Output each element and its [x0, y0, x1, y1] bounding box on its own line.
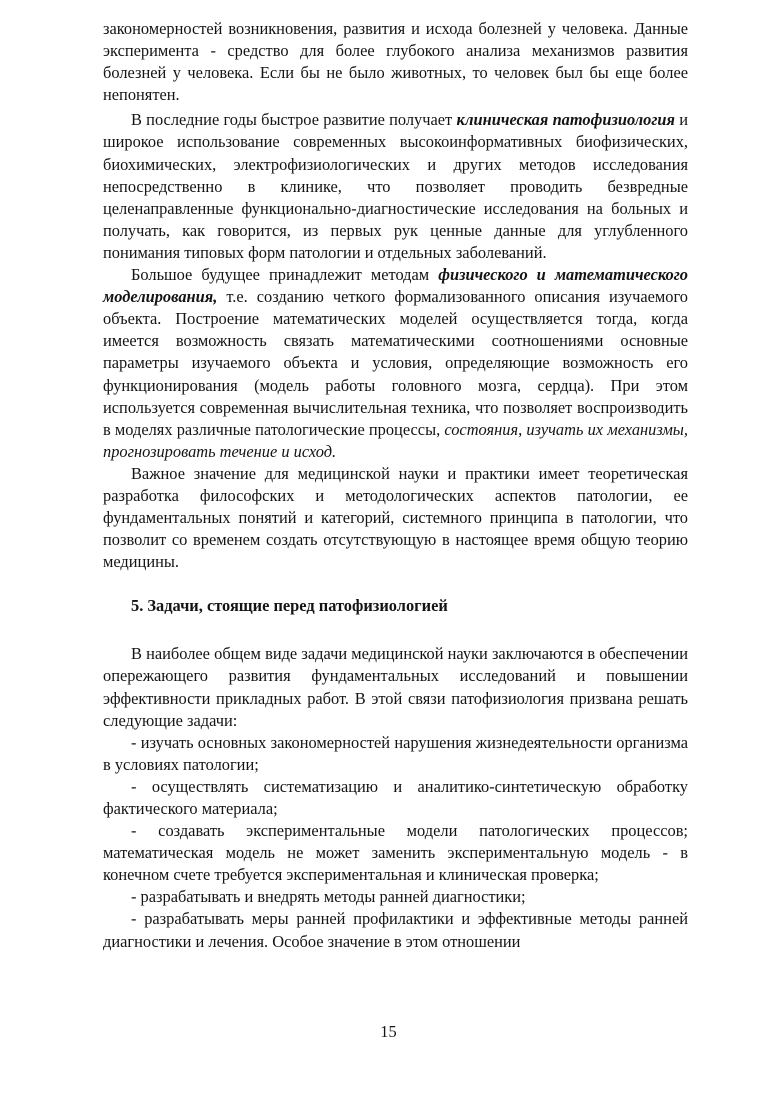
section-heading: 5. Задачи, стоящие перед патофизиологией	[131, 596, 448, 616]
paragraph-continued: закономерностей возникновения, развития и исхода болезней у человека. Данные эксперимента - средство для более глубокого анализа механизмов развития болезней у человека. Если бы не было животных, то человек был бы еще более непонятен.	[103, 19, 688, 105]
task-item: - разрабатывать и внедрять методы ранней диагностики;	[131, 887, 526, 907]
italic-run: состояния, изучать их механизмы, прогнозировать течение и исход.	[103, 419, 688, 461]
text-run: и широкое использование современных высокоинформативных биофизических, биохимических, электрофизиологических и других методов исследования непосредственно в клинике, что позволяет проводить безвредные целенаправленные функционально-диагностические исследования на больных и получать, как говорится, из первых рук ценные данные для углубленного понимания типовых форм патологии и отдельных заболеваний.	[103, 110, 689, 262]
document-page	[103, 18, 688, 953]
text-run: т.е. созданию четкого формализованного описания изучаемого объекта. Построение математических моделей осуществляется тогда, когда имеется возможность связать математическими соотношениями основные параметры изучаемого объекта и условия, определяющие возможность его функционирования (модель работы головного мозга, сердца). При этом используется современная вычислительная техника, что позволяет воспроизводить в моделях различные патологические процессы,	[103, 287, 688, 439]
paragraph-modeling	[103, 264, 688, 463]
task-item: - осуществлять систематизацию и аналитико-синтетическую обработку фактического материала;	[103, 776, 688, 818]
task-item: - создавать экспериментальные модели патологических процессов; математическая модель не может заменить экспериментальную модель - в конечном счете требуется экспериментальная и клиническая проверка;	[103, 821, 688, 885]
task-item: - изучать основных закономерностей нарушения жизнедеятельности организма в условиях патологии;	[103, 732, 688, 774]
page-number: 15	[380, 1022, 397, 1041]
text-run: Большое будущее принадлежит методам	[131, 265, 439, 285]
emphasis-term: клиническая патофизиология	[456, 110, 675, 130]
emphasis-term: физического и математического моделирования,	[103, 265, 689, 307]
task-item: - разрабатывать меры ранней профилактики и эффективные методы ранней диагностики и лечения. Особое значение в этом отношении	[103, 909, 688, 951]
paragraph-tasks-intro: В наиболее общем виде задачи медицинской науки заключаются в обеспечении опережающего развития фундаментальных исследований и повышении эффективности прикладных работ. В этой связи патофизиология призвана решать следующие задачи:	[103, 644, 688, 730]
paragraph-theory: Важное значение для медицинской науки и практики имеет теоретическая разработка философских и методологических аспектов патологии, ее фундаментальных понятий и категорий, системного принципа в патологии, что позволит со временем создать отсутствующую в настоящее время общую теорию медицины.	[103, 463, 688, 572]
text-run: В последние годы быстрое развитие получает	[131, 110, 457, 130]
paragraph-clinical-pathophysiology	[103, 109, 688, 264]
